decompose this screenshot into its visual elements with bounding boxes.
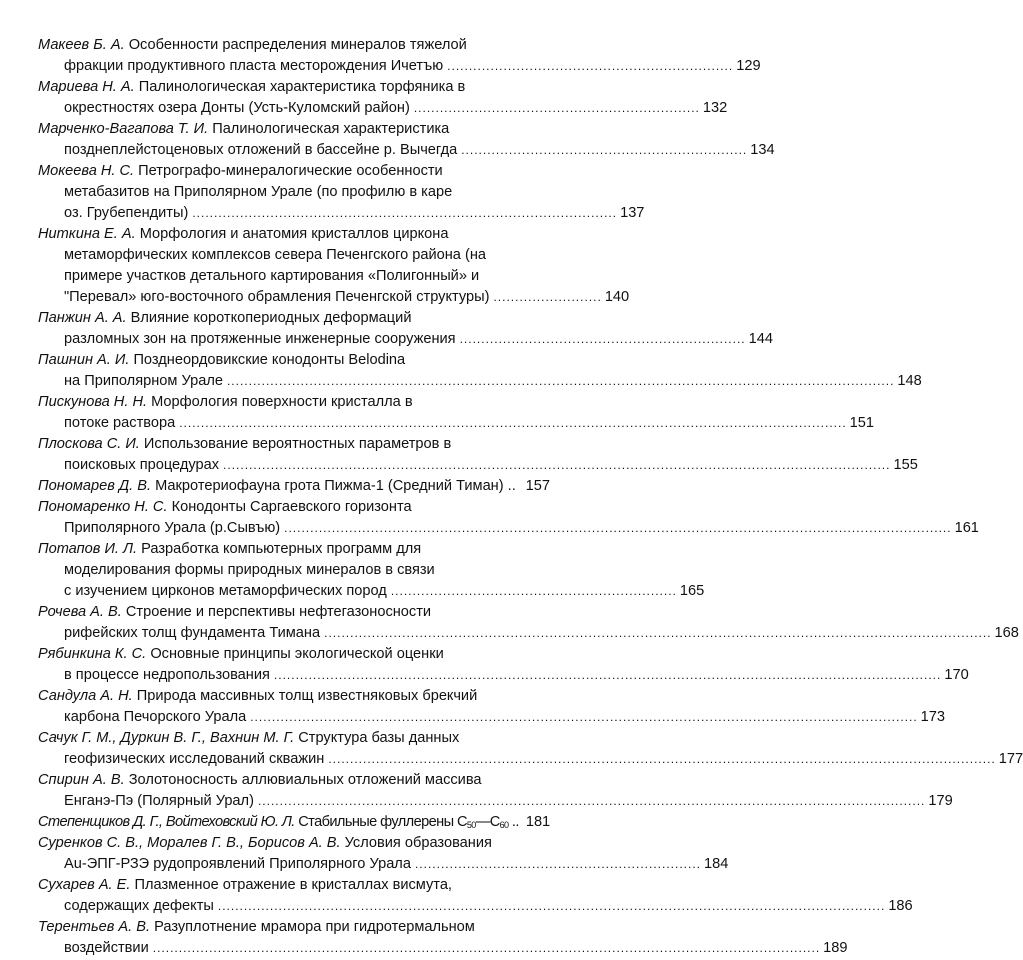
toc-entry xyxy=(38,728,1023,770)
entry-page-number: 134 xyxy=(750,142,775,158)
entry-title-line: потоке раствора xyxy=(64,415,176,431)
entry-line xyxy=(38,854,729,875)
entry-line xyxy=(38,140,775,161)
toc-entry xyxy=(38,308,773,350)
toc-entry xyxy=(38,686,946,728)
entry-author: Сандула А. Н. xyxy=(38,688,133,704)
toc-entry xyxy=(38,812,550,833)
entry-line xyxy=(38,77,550,98)
entry-line xyxy=(38,350,550,371)
entry-author: Мариева Н. А. xyxy=(38,79,135,95)
entry-line xyxy=(38,203,645,224)
entry-line xyxy=(38,581,705,602)
entry-author: Пашнин А. И. xyxy=(38,352,130,368)
entry-title-line: оз. Грубепендиты) xyxy=(64,205,189,221)
entry-title-line: "Перевал» юго-восточного обрамления Печенгской структуры) xyxy=(64,289,490,305)
entry-title-line: Енганэ-Пэ (Полярный Урал) xyxy=(64,793,254,809)
entry-page-number: 132 xyxy=(702,100,728,116)
entry-title-line: метаморфических комплексов севера Печенгского района (на xyxy=(64,247,487,263)
entry-title-line: Макротериофауна грота Пижма-1 (Средний Тиман) .. xyxy=(155,478,516,494)
toc-entry xyxy=(38,476,550,497)
dot-leader: .......................................................................................................................................................... xyxy=(250,710,918,724)
dot-leader: .......................................................................................................................................................... xyxy=(284,521,952,535)
entry-title-line: Разуплотнение мрамора при гидротермальном xyxy=(154,919,475,935)
entry-line xyxy=(38,413,875,434)
entry-author: Терентьев А. В. xyxy=(38,919,151,935)
entry-line xyxy=(38,644,550,665)
entry-title-line: с изучением цирконов метаморфических пород xyxy=(64,583,387,599)
toc-entry xyxy=(38,77,728,119)
toc-entry xyxy=(38,539,705,602)
entry-page-number: 148 xyxy=(897,373,922,389)
entry-title-line: Петрографо-минералогические особенности xyxy=(138,163,443,179)
entry-title-line: метабазитов на Приполярном Урале (по профилю в каре xyxy=(64,184,453,200)
entry-title-line: Основные принципы экологической оценки xyxy=(150,646,444,662)
entry-page-number: 157 xyxy=(525,478,550,494)
entry-line xyxy=(38,833,550,854)
entry-title-line: Au-ЭПГ-РЗЭ рудопроявлений Приполярного Урала xyxy=(64,856,411,872)
entry-title-line: Плазменное отражение в кристаллах висмута, xyxy=(134,877,452,893)
dot-leader: .......................................................................................................................................................... xyxy=(324,626,992,640)
entry-title-line: Золотоносность аллювиальных отложений массива xyxy=(128,772,482,788)
entry-title-line: Структура базы данных xyxy=(298,730,460,746)
entry-title-line: окрестностях озера Донты (Усть-Куломский район) xyxy=(64,100,410,116)
entry-title-line: Палинологическая характеристика xyxy=(212,121,450,137)
entry-line xyxy=(38,770,550,791)
entry-line xyxy=(38,224,550,245)
entry-author: Рочева А. В. xyxy=(38,604,122,620)
dot-leader: .................................................................. xyxy=(414,857,701,871)
entry-title-line: примере участков детального картирования «Полигонный» и xyxy=(64,268,480,284)
entry-line xyxy=(38,602,550,623)
toc-entry xyxy=(38,35,761,77)
toc-entry xyxy=(38,833,729,875)
entry-author: Сухарев А. Е. xyxy=(38,877,131,893)
entry-title-line: разломных зон на протяженные инженерные сооружения xyxy=(64,331,456,347)
entry-line xyxy=(38,287,630,308)
entry-title-line: Стабильные фуллерены $C_{50}—C_{60}$ .. xyxy=(298,814,519,830)
dot-leader: .......................................................................................................................................................... xyxy=(217,899,886,913)
dot-leader: .................................................................. xyxy=(461,143,748,157)
dot-leader: .......................................................................................................................................................... xyxy=(257,794,926,808)
entry-title-line: Особенности распределения минералов тяжелой xyxy=(128,37,467,53)
entry-author: Рябинкина К. С. xyxy=(38,646,147,662)
entry-line xyxy=(38,896,913,917)
dot-leader: .................................................................. xyxy=(390,584,677,598)
entry-page-number: 179 xyxy=(928,793,953,809)
entry-page-number: 173 xyxy=(920,709,946,725)
toc-entry xyxy=(38,602,1019,644)
toc-entry xyxy=(38,917,848,959)
entry-page-number: 165 xyxy=(679,583,705,599)
entry-line xyxy=(38,56,761,77)
entry-line xyxy=(38,392,550,413)
entry-author: Степенщиков Д. Г., Войтеховский Ю. Л. xyxy=(38,814,295,830)
entry-page-number: 168 xyxy=(994,625,1019,641)
entry-title-line: на Приполярном Урале xyxy=(64,373,223,389)
entry-line xyxy=(38,917,550,938)
entry-line xyxy=(38,560,550,581)
entry-line xyxy=(38,497,550,518)
dot-leader: .......................................................................................................................................................... xyxy=(328,752,996,766)
toc-entry xyxy=(38,119,775,161)
dot-leader: .................................................................. xyxy=(459,332,746,346)
entry-line xyxy=(38,518,979,539)
toc-entry xyxy=(38,350,922,392)
dot-leader: .......................................................................................................................................................... xyxy=(179,416,847,430)
entry-page-number: 184 xyxy=(704,856,729,872)
entry-line xyxy=(38,665,969,686)
entry-title-line: Палинологическая характеристика торфяника в xyxy=(138,79,466,95)
entry-author: Макеев Б. А. xyxy=(38,37,125,53)
toc-entry xyxy=(38,875,913,917)
entry-line xyxy=(38,791,953,812)
entry-line xyxy=(38,938,848,959)
entry-page-number: 181 xyxy=(525,814,551,830)
entry-line xyxy=(38,329,773,350)
toc-entry xyxy=(38,434,918,476)
entry-line xyxy=(38,749,1023,770)
entry-line xyxy=(38,434,550,455)
entry-line xyxy=(38,371,922,392)
toc-entry xyxy=(38,224,630,308)
entry-line xyxy=(38,623,1019,644)
entry-title-line: Разработка компьютерных программ для xyxy=(141,541,422,557)
entry-author: Пономарев Д. В. xyxy=(38,478,152,494)
entry-page-number: 144 xyxy=(748,331,773,347)
entry-line xyxy=(38,728,550,749)
dot-leader: ......................... xyxy=(493,290,602,304)
entry-title-line: Влияние короткопериодных деформаций xyxy=(130,310,412,326)
entry-author: Мокеева Н. С. xyxy=(38,163,135,179)
entry-page-number: 140 xyxy=(604,289,630,305)
entry-title-line: Условия образования xyxy=(344,835,492,851)
entry-line xyxy=(38,308,550,329)
entry-line xyxy=(38,455,918,476)
entry-title-line: позднеплейстоценовых отложений в бассейне р. Вычегда xyxy=(64,142,458,158)
entry-line xyxy=(38,476,550,497)
entry-title-line: фракции продуктивного пласта месторождения Ичетъю xyxy=(64,58,444,74)
entry-page-number: 137 xyxy=(620,205,645,221)
entry-author: Спирин А. В. xyxy=(38,772,125,788)
entry-page-number: 170 xyxy=(944,667,969,683)
entry-title-line: Приполярного Урала (р.Сывъю) xyxy=(64,520,281,536)
dot-leader: .................................................................................................. xyxy=(192,206,618,220)
entry-author: Потапов И. Л. xyxy=(38,541,138,557)
entry-page-number: 189 xyxy=(823,940,848,956)
entry-title-line: Позднеордовикские конодонты Belodina xyxy=(133,352,406,368)
dot-leader: .................................................................. xyxy=(447,59,734,73)
entry-title-line: Морфология и анатомия кристаллов циркона xyxy=(139,226,449,242)
entry-line xyxy=(38,119,550,140)
entry-line xyxy=(38,266,550,287)
entry-page-number: 155 xyxy=(893,457,918,473)
entry-title-line: воздействии xyxy=(64,940,149,956)
toc-entry xyxy=(38,497,979,539)
entry-author: Плоскова С. И. xyxy=(38,436,140,452)
entry-line xyxy=(38,686,550,707)
entry-author: Панжин А. А. xyxy=(38,310,127,326)
entry-page-number: 129 xyxy=(736,58,761,74)
entry-line xyxy=(38,245,550,266)
entry-title-line: геофизических исследований скважин xyxy=(64,751,325,767)
entry-line xyxy=(38,707,946,728)
entry-author: Суренков С. В., Моралев Г. В., Борисов А. В. xyxy=(38,835,341,851)
entry-title-line: карбона Печорского Урала xyxy=(64,709,247,725)
entry-title-line: Использование вероятностных параметров в xyxy=(143,436,452,452)
entry-author: Сачук Г. М., Дуркин В. Г., Вахнин М. Г. xyxy=(38,730,295,746)
entry-page-number: 151 xyxy=(849,415,875,431)
dot-leader: .......................................................................................................................................................... xyxy=(223,458,891,472)
dot-leader: .......................................................................................................................................................... xyxy=(273,668,942,682)
entry-author: Пономаренко Н. С. xyxy=(38,499,168,515)
entry-line xyxy=(38,161,550,182)
dot-leader: .................................................................. xyxy=(413,101,700,115)
toc-entry xyxy=(38,770,953,812)
toc-entry xyxy=(38,392,875,434)
entry-page-number: 161 xyxy=(954,520,979,536)
dot-leader: .......................................................................................................................................................... xyxy=(152,941,821,955)
entry-line xyxy=(38,182,550,203)
entry-title-line: Строение и перспективы нефтегазоносности xyxy=(125,604,432,620)
entry-title-line: поисковых процедурах xyxy=(64,457,220,473)
entry-line xyxy=(38,35,550,56)
entry-line xyxy=(38,812,550,833)
entry-author: Марченко-Вагапова Т. И. xyxy=(38,121,209,137)
entry-page-number: 186 xyxy=(888,898,913,914)
entry-title-line: Конодонты Саргаевского горизонта xyxy=(171,499,412,515)
entry-title-line: Морфология поверхности кристалла в xyxy=(151,394,413,410)
entry-author: Пискунова Н. Н. xyxy=(38,394,148,410)
entry-title-line: в процессе недропользования xyxy=(64,667,270,683)
entry-title-line: моделирования формы природных минералов в связи xyxy=(64,562,435,578)
entry-line xyxy=(38,539,550,560)
entry-line xyxy=(38,875,550,896)
toc-entry xyxy=(38,644,969,686)
entry-author: Ниткина Е. А. xyxy=(38,226,136,242)
dot-leader: .......................................................................................................................................................... xyxy=(226,374,895,388)
entry-title-line: рифейских толщ фундамента Тимана xyxy=(64,625,321,641)
entry-title-line: Природа массивных толщ известняковых брекчий xyxy=(136,688,478,704)
entry-page-number: 177 xyxy=(998,751,1023,767)
entry-title-line: содержащих дефекты xyxy=(64,898,214,914)
entry-line xyxy=(38,98,728,119)
toc-entry xyxy=(38,161,645,224)
